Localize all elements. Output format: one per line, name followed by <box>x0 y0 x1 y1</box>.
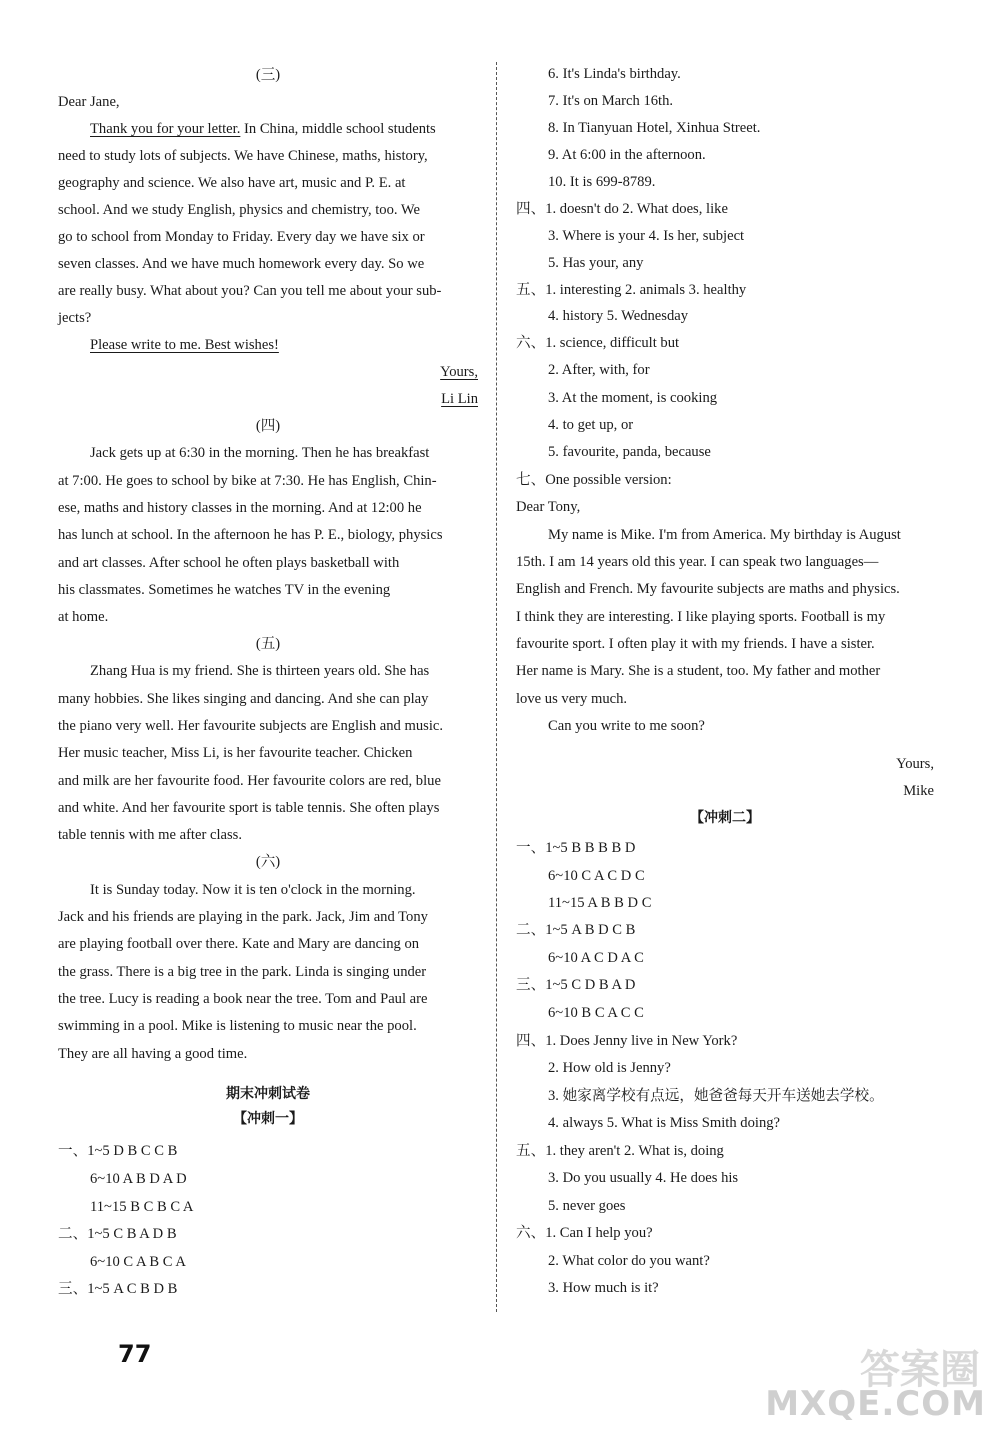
answer-line: 6~10 C A C D C <box>548 868 645 884</box>
answer-line: 6. It's Linda's birthday. <box>548 66 681 82</box>
watermark <box>706 1330 1000 1430</box>
text-line: and milk are her favourite food. Her favourite colors are red, blue <box>58 773 441 789</box>
letter-signature: Li Lin <box>441 391 478 407</box>
answer-line: 6~10 A B D A D <box>90 1171 187 1187</box>
text-line: Can you write to me soon? <box>548 718 705 734</box>
text-line: Zhang Hua is my friend. She is thirteen years old. She has <box>90 663 430 679</box>
text-line: geography and science. We also have art, music and P. E. at <box>58 175 406 191</box>
text-line: Please write to me. Best wishes! <box>90 337 279 353</box>
letter-salutation: Dear Tony, <box>516 499 581 515</box>
answer-line: 4. to get up, or <box>548 417 634 433</box>
answer-line: 六、1. science, difficult but <box>516 335 680 351</box>
section-4-title: (四) <box>255 418 281 434</box>
answer-line: 一、1~5 B B B B D <box>516 840 636 856</box>
text-line: his classmates. Sometimes he watches TV in the evening <box>58 582 391 598</box>
letter-closing: Yours, <box>440 364 478 380</box>
answer-line: 3. 她家离学校有点远，她爸爸每天开车送她去学校。 <box>548 1088 884 1104</box>
text-line: has lunch at school. In the afternoon he has P. E., biology, physics <box>58 527 443 543</box>
answer-line: 5. Has your, any <box>548 255 644 271</box>
page-number: 77 <box>118 1340 152 1368</box>
text-line: school. And we study English, physics and chemistry, too. We <box>58 202 421 218</box>
text-line: and white. And her favourite sport is table tennis. She often plays <box>58 800 440 816</box>
text-line: They are all having a good time. <box>58 1046 248 1062</box>
answer-line: 5. never goes <box>548 1198 626 1214</box>
section-3-title: (三) <box>255 67 281 83</box>
text-line: swimming in a pool. Mike is listening to music near the pool. <box>58 1018 417 1034</box>
text-line: table tennis with me after class. <box>58 827 242 843</box>
text-line: jects? <box>58 310 92 326</box>
sprint-1-heading: 【冲刺一】 <box>233 1111 303 1127</box>
section-5-title: (五) <box>255 636 281 652</box>
answer-line: 6~10 A C D A C <box>548 950 644 966</box>
answer-line: 3. At the moment, is cooking <box>548 390 718 406</box>
letter-salutation: Dear Jane, <box>58 94 120 110</box>
answer-line: 9. At 6:00 in the afternoon. <box>548 147 706 163</box>
answer-line: 10. It is 699-8789. <box>548 174 656 190</box>
watermark-logo: 答案圈 <box>860 1347 980 1393</box>
text-line: ese, maths and history classes in the morning. And at 12:00 he <box>58 500 422 516</box>
text-run: In China, middle school students <box>240 121 436 137</box>
text-line: many hobbies. She likes singing and dancing. And she can play <box>58 691 429 707</box>
text-line: It is Sunday today. Now it is ten o'clock in the morning. <box>90 882 416 898</box>
text-line: the grass. There is a big tree in the park. Linda is singing under <box>58 964 427 980</box>
letter-signature: Mike <box>903 783 934 799</box>
answer-line: 3. Where is your 4. Is her, subject <box>548 228 745 244</box>
answer-line: 五、1. interesting 2. animals 3. healthy <box>516 282 747 298</box>
answer-line: 三、1~5 C D B A D <box>516 977 636 993</box>
exam-title: 期末冲刺试卷 <box>226 1086 310 1102</box>
section-6-title: (六) <box>255 854 281 870</box>
answer-line: 4. always 5. What is Miss Smith doing? <box>548 1115 781 1131</box>
text-line: Jack gets up at 6:30 in the morning. Then he has breakfast <box>90 445 430 461</box>
answer-line: 三、1~5 A C B D B <box>58 1281 178 1297</box>
answer-line: 二、1~5 A B D C B <box>516 922 636 938</box>
answer-line: 3. How much is it? <box>548 1280 659 1296</box>
text-line: My name is Mike. I'm from America. My birthday is August <box>548 527 901 543</box>
answer-line: 七、One possible version: <box>516 472 672 488</box>
underlined-phrase: Thank you for your letter. <box>90 121 241 137</box>
text-line <box>90 119 436 139</box>
text-line: need to study lots of subjects. We have Chinese, maths, history, <box>58 148 428 164</box>
text-line: go to school from Monday to Friday. Every day we have six or <box>58 229 425 245</box>
text-line: favourite sport. I often play it with my friends. I have a sister. <box>516 636 875 652</box>
text-line: at 7:00. He goes to school by bike at 7:30. He has English, Chin- <box>58 473 437 489</box>
answer-line: 11~15 B C B C A <box>90 1199 194 1215</box>
text-line: English and French. My favourite subjects are maths and physics. <box>516 581 900 597</box>
answer-line: 6~10 B C A C C <box>548 1005 644 1021</box>
answer-line: 8. In Tianyuan Hotel, Xinhua Street. <box>548 120 761 136</box>
text-line: at home. <box>58 609 109 625</box>
watermark-text: MXQE.COM <box>765 1384 986 1424</box>
answer-line: 一、1~5 D B C C B <box>58 1143 178 1159</box>
text-line: love us very much. <box>516 691 628 707</box>
text-line: Jack and his friends are playing in the park. Jack, Jim and Tony <box>58 909 428 925</box>
answer-line: 4. history 5. Wednesday <box>548 308 689 324</box>
text-line: 15th. I am 14 years old this year. I can speak two languages— <box>516 554 879 570</box>
text-line: Her music teacher, Miss Li, is her favourite teacher. Chicken <box>58 745 413 761</box>
text-line: and art classes. After school he often plays basketball with <box>58 555 400 571</box>
text-line: the tree. Lucy is reading a book near the tree. Tom and Paul are <box>58 991 428 1007</box>
answer-line: 二、1~5 C B A D B <box>58 1226 177 1242</box>
sprint-2-heading: 【冲刺二】 <box>690 810 760 826</box>
text-line: are playing football over there. Kate and Mary are dancing on <box>58 936 420 952</box>
text-line: seven classes. And we have much homework every day. So we <box>58 256 425 272</box>
answer-line: 3. Do you usually 4. He does his <box>548 1170 739 1186</box>
answer-line: 四、1. Does Jenny live in New York? <box>516 1033 738 1049</box>
answer-line: 6~10 C A B C A <box>90 1254 186 1270</box>
text-line: are really busy. What about you? Can you tell me about your sub- <box>58 283 442 299</box>
answer-line: 四、1. doesn't do 2. What does, like <box>516 201 728 217</box>
answer-line: 五、1. they aren't 2. What is, doing <box>516 1143 724 1159</box>
text-line: the piano very well. Her favourite subjects are English and music. <box>58 718 443 734</box>
column-divider <box>496 62 497 1312</box>
answer-line: 2. How old is Jenny? <box>548 1060 671 1076</box>
answer-line: 2. After, with, for <box>548 362 650 378</box>
answer-line: 2. What color do you want? <box>548 1253 710 1269</box>
answer-line: 7. It's on March 16th. <box>548 93 674 109</box>
letter-closing: Yours, <box>896 756 934 772</box>
text-line: I think they are interesting. I like playing sports. Football is my <box>516 609 886 625</box>
answer-line: 5. favourite, panda, because <box>548 444 711 460</box>
answer-line: 六、1. Can I help you? <box>516 1225 653 1241</box>
text-line: Her name is Mary. She is a student, too. My father and mother <box>516 663 881 679</box>
answer-line: 11~15 A B B D C <box>548 895 652 911</box>
